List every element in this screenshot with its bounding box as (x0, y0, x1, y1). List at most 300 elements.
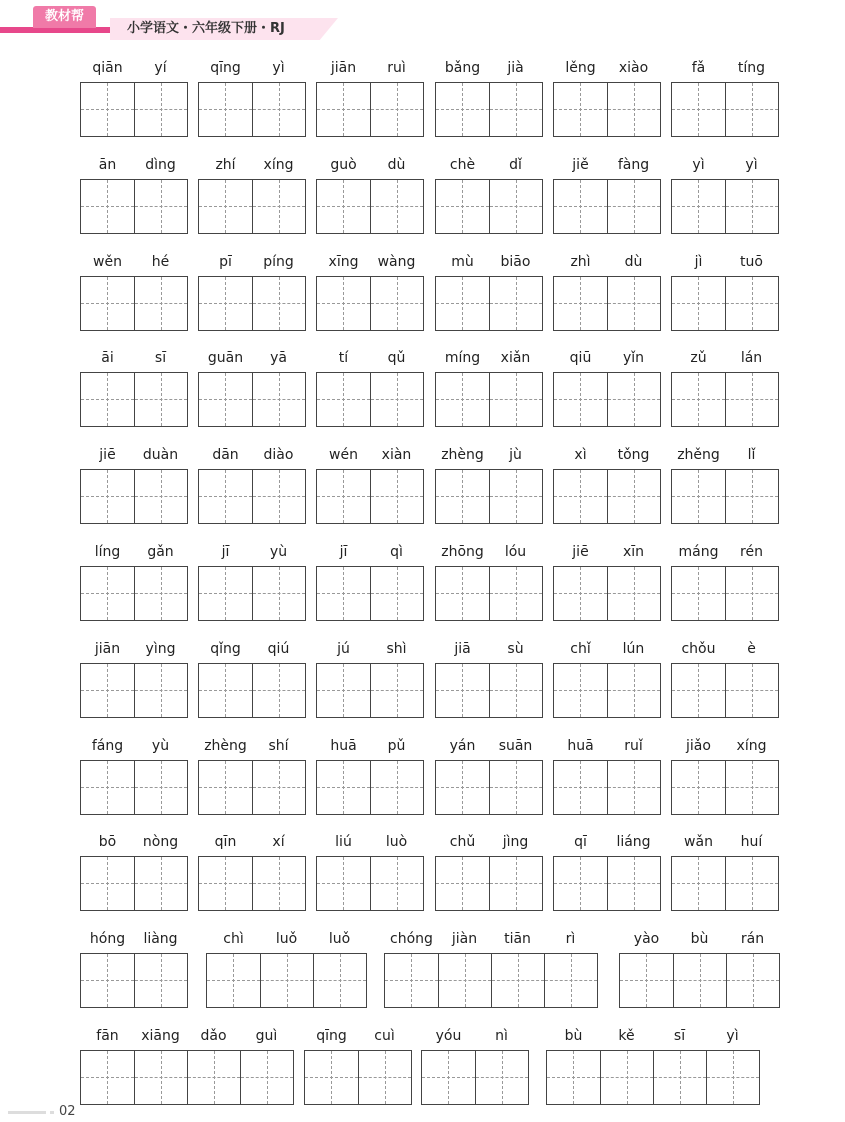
pinyin-label: jī (339, 544, 348, 560)
character-cell[interactable] (725, 180, 778, 233)
character-cell[interactable] (489, 373, 542, 426)
writing-boxes (553, 372, 661, 427)
pinyin-label: qǔ (387, 350, 406, 366)
word-group (553, 60, 661, 140)
pinyin-label: guì (255, 1028, 278, 1044)
pinyin-label: huā (567, 738, 594, 754)
word-group (198, 447, 306, 527)
character-cell[interactable] (438, 954, 491, 1007)
character-cell[interactable] (725, 761, 778, 814)
pinyin-label: líng (94, 544, 121, 560)
word-group (619, 931, 780, 1011)
character-cell[interactable] (672, 180, 725, 233)
word-group (435, 157, 543, 237)
writing-boxes (553, 469, 661, 524)
word-group (80, 738, 188, 818)
word-group (316, 254, 424, 334)
character-cell[interactable] (725, 277, 778, 330)
writing-boxes (80, 372, 188, 427)
pinyin-label: fǎ (691, 60, 706, 76)
word-group (80, 641, 188, 721)
character-cell[interactable] (607, 277, 660, 330)
character-cell[interactable] (607, 761, 660, 814)
character-cell[interactable] (554, 761, 607, 814)
character-cell[interactable] (725, 373, 778, 426)
writing-boxes (553, 179, 661, 234)
character-cell[interactable] (252, 277, 305, 330)
character-cell[interactable] (252, 373, 305, 426)
character-cell[interactable] (436, 857, 489, 910)
writing-boxes (384, 953, 598, 1008)
character-cell[interactable] (436, 83, 489, 136)
pinyin-label: máng (678, 544, 719, 560)
pinyin-label: píng (263, 254, 294, 270)
character-cell[interactable] (489, 83, 542, 136)
pinyin-label: bù (564, 1028, 583, 1044)
character-cell[interactable] (370, 664, 423, 717)
character-cell[interactable] (672, 567, 725, 620)
page-header (0, 0, 845, 48)
writing-boxes (316, 760, 424, 815)
writing-boxes (671, 469, 779, 524)
writing-boxes (80, 82, 188, 137)
character-cell[interactable] (554, 857, 607, 910)
pinyin-label: liàng (143, 931, 178, 947)
footer-line (8, 1111, 46, 1114)
character-cell[interactable] (554, 470, 607, 523)
character-cell[interactable] (81, 1051, 134, 1104)
character-cell[interactable] (199, 373, 252, 426)
word-group (435, 254, 543, 334)
pinyin-label: yì (726, 1028, 739, 1044)
pinyin-label: chǒu (681, 641, 716, 657)
character-cell[interactable] (134, 1051, 187, 1104)
pinyin-label: chǔ (449, 834, 476, 850)
character-cell[interactable] (436, 277, 489, 330)
writing-boxes (198, 82, 306, 137)
character-cell[interactable] (81, 664, 134, 717)
pinyin-label: guān (207, 350, 244, 366)
pinyin-label: xí (272, 834, 285, 850)
pinyin-label: xì (574, 447, 587, 463)
word-group (316, 350, 424, 430)
pinyin-label: zhì (570, 254, 591, 270)
character-cell[interactable] (489, 277, 542, 330)
writing-boxes (671, 372, 779, 427)
word-group (316, 544, 424, 624)
pinyin-label: fáng (91, 738, 124, 754)
pinyin-label: lán (740, 350, 763, 366)
pinyin-label: yǐn (622, 350, 645, 366)
pinyin-label: suān (498, 738, 533, 754)
character-cell[interactable] (81, 954, 134, 1007)
word-group (198, 641, 306, 721)
page-number: 02 (59, 1104, 76, 1119)
character-cell[interactable] (489, 664, 542, 717)
character-cell[interactable] (187, 1051, 240, 1104)
word-group (384, 931, 598, 1011)
character-cell[interactable] (313, 954, 366, 1007)
writing-boxes (435, 469, 543, 524)
character-cell[interactable] (134, 373, 187, 426)
writing-boxes (435, 856, 543, 911)
pinyin-label: yìng (145, 641, 176, 657)
character-cell[interactable] (672, 761, 725, 814)
pinyin-label: rén (740, 544, 763, 560)
word-group (671, 544, 779, 624)
pinyin-label: yí (154, 60, 167, 76)
character-cell[interactable] (252, 180, 305, 233)
character-cell[interactable] (134, 761, 187, 814)
writing-boxes (671, 856, 779, 911)
pinyin-label: jiě (572, 157, 589, 173)
character-cell[interactable] (489, 857, 542, 910)
writing-boxes (198, 469, 306, 524)
pinyin-label: jī (221, 544, 230, 560)
character-cell[interactable] (672, 664, 725, 717)
writing-boxes (198, 760, 306, 815)
character-cell[interactable] (436, 180, 489, 233)
word-group (553, 641, 661, 721)
character-cell[interactable] (134, 567, 187, 620)
writing-boxes (435, 179, 543, 234)
character-cell[interactable] (673, 954, 726, 1007)
pinyin-label: pǔ (387, 738, 406, 754)
character-cell[interactable] (317, 180, 370, 233)
writing-boxes (421, 1050, 529, 1105)
character-cell[interactable] (706, 1051, 759, 1104)
pinyin-label: tí (338, 350, 349, 366)
character-cell[interactable] (436, 373, 489, 426)
character-cell[interactable] (725, 83, 778, 136)
character-cell[interactable] (489, 761, 542, 814)
character-cell[interactable] (672, 277, 725, 330)
pinyin-label: gǎn (147, 544, 174, 560)
character-cell[interactable] (554, 567, 607, 620)
character-cell[interactable] (81, 180, 134, 233)
character-cell[interactable] (317, 857, 370, 910)
writing-boxes (80, 566, 188, 621)
word-group (553, 157, 661, 237)
character-cell[interactable] (317, 567, 370, 620)
word-group (553, 447, 661, 527)
word-group (80, 350, 188, 430)
writing-boxes (316, 469, 424, 524)
writing-boxes (206, 953, 367, 1008)
character-cell[interactable] (370, 277, 423, 330)
pinyin-label: huā (330, 738, 357, 754)
character-cell[interactable] (317, 373, 370, 426)
pinyin-label: jiē (572, 544, 589, 560)
pinyin-label: jì (694, 254, 703, 270)
writing-boxes (553, 856, 661, 911)
character-cell[interactable] (726, 954, 779, 1007)
character-cell[interactable] (240, 1051, 293, 1104)
character-cell[interactable] (607, 470, 660, 523)
character-cell[interactable] (305, 1051, 358, 1104)
word-group (435, 447, 543, 527)
word-group (198, 60, 306, 140)
character-cell[interactable] (81, 857, 134, 910)
character-cell[interactable] (436, 567, 489, 620)
pinyin-label: míng (444, 350, 481, 366)
character-cell[interactable] (370, 470, 423, 523)
character-cell[interactable] (385, 954, 438, 1007)
pinyin-label: dù (387, 157, 406, 173)
character-cell[interactable] (134, 664, 187, 717)
character-cell[interactable] (489, 180, 542, 233)
character-cell[interactable] (199, 470, 252, 523)
pinyin-label: dǎo (200, 1028, 227, 1044)
pinyin-label: zhōng (441, 544, 484, 560)
character-cell[interactable] (134, 857, 187, 910)
pinyin-label: liáng (616, 834, 651, 850)
pinyin-label: yì (272, 60, 285, 76)
character-cell[interactable] (370, 857, 423, 910)
writing-boxes (435, 566, 543, 621)
pinyin-label: jiā (454, 641, 471, 657)
character-cell[interactable] (607, 664, 660, 717)
character-cell[interactable] (436, 761, 489, 814)
character-cell[interactable] (81, 761, 134, 814)
character-cell[interactable] (317, 664, 370, 717)
pinyin-label: xīn (622, 544, 645, 560)
character-cell[interactable] (436, 470, 489, 523)
character-cell[interactable] (317, 83, 370, 136)
pinyin-label: chè (449, 157, 476, 173)
character-cell[interactable] (370, 180, 423, 233)
pinyin-label: duàn (142, 447, 179, 463)
writing-boxes (671, 276, 779, 331)
character-cell[interactable] (317, 277, 370, 330)
writing-boxes (316, 566, 424, 621)
word-group (421, 1028, 529, 1108)
character-cell[interactable] (475, 1051, 528, 1104)
writing-boxes (316, 82, 424, 137)
word-group (435, 641, 543, 721)
word-group (435, 738, 543, 818)
character-cell[interactable] (489, 567, 542, 620)
writing-boxes (80, 663, 188, 718)
writing-boxes (435, 276, 543, 331)
character-cell[interactable] (199, 857, 252, 910)
character-cell[interactable] (607, 567, 660, 620)
character-cell[interactable] (436, 664, 489, 717)
pinyin-label: luǒ (328, 931, 351, 947)
writing-boxes (316, 856, 424, 911)
character-cell[interactable] (317, 761, 370, 814)
character-cell[interactable] (134, 180, 187, 233)
writing-boxes (435, 372, 543, 427)
character-cell[interactable] (252, 470, 305, 523)
pinyin-label: luǒ (275, 931, 298, 947)
word-group (671, 834, 779, 914)
writing-boxes (553, 276, 661, 331)
character-cell[interactable] (252, 857, 305, 910)
writing-boxes (80, 760, 188, 815)
character-cell[interactable] (207, 954, 260, 1007)
pinyin-label: chǐ (570, 641, 591, 657)
character-cell[interactable] (252, 83, 305, 136)
character-cell[interactable] (370, 567, 423, 620)
character-cell[interactable] (81, 470, 134, 523)
pinyin-label: rì (565, 931, 576, 947)
character-cell[interactable] (81, 373, 134, 426)
character-cell[interactable] (554, 664, 607, 717)
word-group (304, 1028, 412, 1108)
character-cell[interactable] (370, 761, 423, 814)
pinyin-label: è (747, 641, 756, 657)
character-cell[interactable] (725, 664, 778, 717)
character-cell[interactable] (600, 1051, 653, 1104)
character-cell[interactable] (725, 857, 778, 910)
pinyin-label: tǒng (617, 447, 650, 463)
word-group (198, 254, 306, 334)
pinyin-label: nòng (142, 834, 179, 850)
character-cell[interactable] (607, 373, 660, 426)
character-cell[interactable] (81, 83, 134, 136)
character-cell[interactable] (252, 761, 305, 814)
word-group (435, 350, 543, 430)
character-cell[interactable] (489, 470, 542, 523)
pinyin-label: guò (330, 157, 357, 173)
pinyin-label: xíng (263, 157, 294, 173)
pinyin-label: ān (98, 157, 117, 173)
character-cell[interactable] (134, 470, 187, 523)
pinyin-label: qǐng (210, 641, 241, 657)
writing-boxes (671, 663, 779, 718)
pinyin-label: sù (507, 641, 524, 657)
character-cell[interactable] (317, 470, 370, 523)
pinyin-label: kě (618, 1028, 635, 1044)
character-cell[interactable] (252, 664, 305, 717)
character-cell[interactable] (554, 277, 607, 330)
character-cell[interactable] (672, 373, 725, 426)
pinyin-label: jù (509, 447, 522, 463)
footer-dot (50, 1111, 54, 1114)
writing-boxes (80, 179, 188, 234)
writing-boxes (435, 82, 543, 137)
pinyin-label: wǎn (684, 834, 713, 850)
pinyin-label: yù (151, 738, 170, 754)
pinyin-label: xiào (618, 60, 649, 76)
pinyin-label: dù (624, 254, 643, 270)
word-group (553, 350, 661, 430)
brand-tab: 教材帮 (33, 6, 96, 28)
pinyin-label: tíng (737, 60, 766, 76)
character-cell[interactable] (199, 567, 252, 620)
character-cell[interactable] (260, 954, 313, 1007)
pinyin-label: xíng (736, 738, 767, 754)
word-group (553, 738, 661, 818)
writing-boxes (80, 469, 188, 524)
character-cell[interactable] (134, 277, 187, 330)
pinyin-label: wàng (377, 254, 416, 270)
pinyin-label: shì (386, 641, 407, 657)
character-cell[interactable] (199, 664, 252, 717)
word-group (435, 60, 543, 140)
character-cell[interactable] (547, 1051, 600, 1104)
pinyin-label: qīng (316, 1028, 347, 1044)
character-cell[interactable] (672, 83, 725, 136)
character-cell[interactable] (544, 954, 597, 1007)
character-cell[interactable] (252, 567, 305, 620)
character-cell[interactable] (554, 373, 607, 426)
word-group (80, 1028, 294, 1108)
character-cell[interactable] (358, 1051, 411, 1104)
pinyin-label: dān (212, 447, 239, 463)
pinyin-label: jiān (94, 641, 121, 657)
character-cell[interactable] (725, 567, 778, 620)
pinyin-label: tiān (504, 931, 531, 947)
character-cell[interactable] (370, 83, 423, 136)
pinyin-label: yào (633, 931, 660, 947)
writing-boxes (553, 760, 661, 815)
pinyin-label: qīn (214, 834, 237, 850)
pinyin-label: chóng (390, 931, 433, 947)
character-cell[interactable] (422, 1051, 475, 1104)
writing-boxes (80, 276, 188, 331)
writing-boxes (198, 566, 306, 621)
character-cell[interactable] (672, 857, 725, 910)
character-cell[interactable] (607, 83, 660, 136)
word-group (80, 254, 188, 334)
character-cell[interactable] (370, 373, 423, 426)
character-cell[interactable] (607, 180, 660, 233)
writing-boxes (553, 566, 661, 621)
pinyin-label: pī (219, 254, 232, 270)
character-cell[interactable] (620, 954, 673, 1007)
character-cell[interactable] (491, 954, 544, 1007)
pinyin-label: qiān (92, 60, 123, 76)
word-group (80, 544, 188, 624)
pinyin-label: jiān (330, 60, 357, 76)
pinyin-label: nì (495, 1028, 508, 1044)
pinyin-label: biāo (500, 254, 531, 270)
character-cell[interactable] (199, 180, 252, 233)
character-cell[interactable] (199, 277, 252, 330)
character-cell[interactable] (81, 567, 134, 620)
word-group (316, 641, 424, 721)
book-subtitle: 小学语文・六年级下册・RJ (127, 21, 285, 36)
word-group (546, 1028, 760, 1108)
pinyin-label: fān (96, 1028, 119, 1044)
word-group (316, 60, 424, 140)
writing-boxes (435, 663, 543, 718)
character-cell[interactable] (134, 83, 187, 136)
character-cell[interactable] (134, 954, 187, 1007)
character-cell[interactable] (554, 83, 607, 136)
pinyin-label: wén (329, 447, 358, 463)
writing-boxes (198, 663, 306, 718)
pinyin-label: jiǎo (686, 738, 711, 754)
word-group (80, 60, 188, 140)
character-cell[interactable] (554, 180, 607, 233)
character-cell[interactable] (199, 761, 252, 814)
character-cell[interactable] (672, 470, 725, 523)
character-cell[interactable] (653, 1051, 706, 1104)
character-cell[interactable] (81, 277, 134, 330)
character-cell[interactable] (607, 857, 660, 910)
word-group (671, 254, 779, 334)
pinyin-label: yóu (435, 1028, 462, 1044)
character-cell[interactable] (199, 83, 252, 136)
writing-boxes (316, 179, 424, 234)
pinyin-label: xiǎn (500, 350, 531, 366)
word-group (198, 544, 306, 624)
pinyin-label: yán (449, 738, 476, 754)
character-cell[interactable] (725, 470, 778, 523)
